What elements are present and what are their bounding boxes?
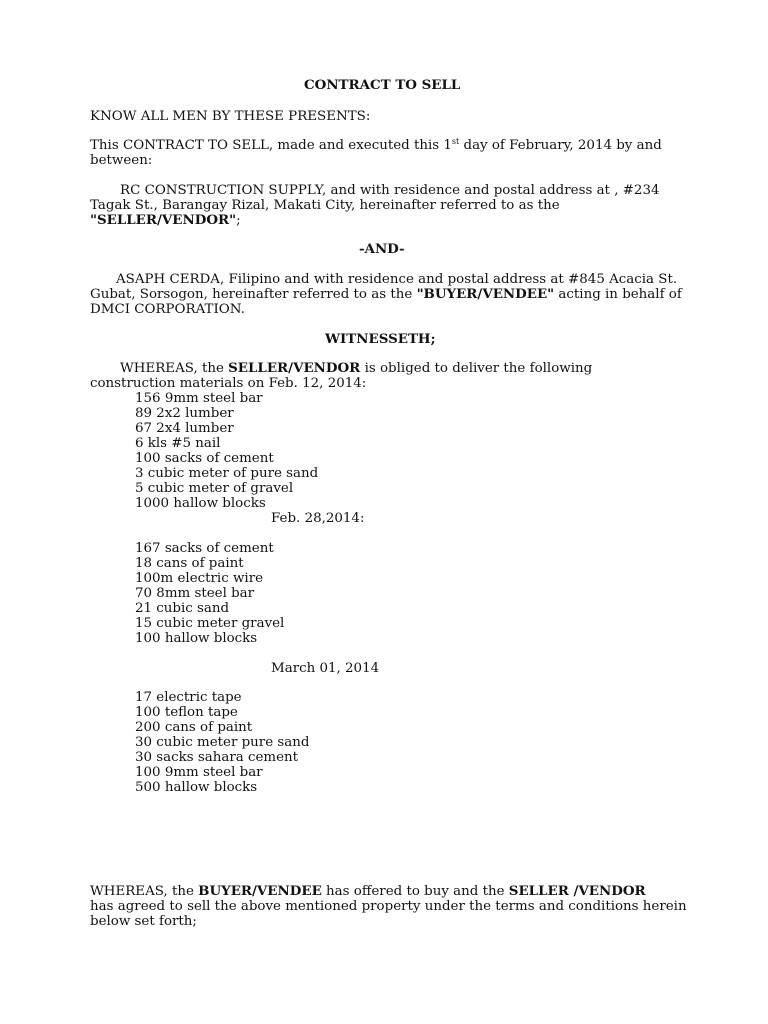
delivery-1-item: 67 2x4 lumber (135, 421, 234, 436)
delivery-3-item: 30 sacks sahara cement (135, 750, 299, 765)
buyer-line-3: DMCI CORPORATION. (90, 302, 245, 317)
delivery-1-item: 3 cubic meter of pure sand (135, 466, 319, 481)
buyer-line-1: ASAPH CERDA, Filipino and with residence and postal address at #845 Acacia St. (116, 272, 678, 287)
delivery-2-date: Feb. 28,2014: (271, 511, 365, 526)
delivery-2-item: 100 hallow blocks (135, 631, 258, 646)
opening-line: KNOW ALL MEN BY THESE PRESENTS: (90, 109, 371, 124)
delivery-3-item: 500 hallow blocks (135, 780, 258, 795)
witnesseth-heading: WITNESSETH; (325, 331, 436, 347)
delivery-3-date: March 01, 2014 (271, 661, 380, 676)
and-separator: -AND- (359, 241, 405, 257)
intro-text-cont: day of February, 2014 by and (459, 138, 662, 153)
seller-designation: "SELLER/VENDOR" (90, 212, 237, 228)
whereas-1-seller: SELLER/VENDOR (228, 360, 361, 376)
buyer-text: Gubat, Sorsogon, hereinafter referred to as the (90, 287, 417, 302)
contract-title: CONTRACT TO SELL (304, 77, 461, 93)
delivery-3-item: 100 9mm steel bar (135, 765, 263, 780)
delivery-3-item: 30 cubic meter pure sand (135, 735, 310, 750)
delivery-2-item: 70 8mm steel bar (135, 586, 255, 601)
ordinal-suffix: st (451, 137, 460, 146)
delivery-3-item: 17 electric tape (135, 690, 242, 705)
intro-text: This CONTRACT TO SELL, made and executed this 1 (90, 138, 452, 153)
buyer-text-cont: acting in behalf of (554, 287, 682, 302)
whereas-2-text: WHEREAS, the (90, 884, 199, 899)
whereas-1-text: WHEREAS, the (120, 361, 229, 376)
delivery-3-item: 100 teflon tape (135, 705, 238, 720)
seller-line-1: RC CONSTRUCTION SUPPLY, and with residence and postal address at , #234 (120, 183, 660, 198)
whereas-2-seller: SELLER /VENDOR (508, 883, 646, 899)
whereas-2-buyer: BUYER/VENDEE (198, 883, 322, 899)
seller-line-3 (90, 213, 241, 228)
seller-suffix: ; (236, 213, 241, 228)
whereas-2-line-1 (90, 884, 646, 899)
intro-line-2: between: (90, 153, 153, 168)
delivery-2-item: 15 cubic meter gravel (135, 616, 285, 631)
delivery-1-item: 100 sacks of cement (135, 451, 274, 466)
whereas-2-text-mid: has offered to buy and the (321, 884, 509, 899)
delivery-1-item: 6 kls #5 nail (135, 436, 221, 451)
intro-line-1 (90, 138, 662, 153)
whereas-2-line-2: has agreed to sell the above mentioned property under the terms and conditions herein (90, 899, 687, 914)
delivery-2-item: 100m electric wire (135, 571, 264, 586)
delivery-3-item: 200 cans of paint (135, 720, 253, 735)
delivery-1-item: 1000 hallow blocks (135, 496, 266, 511)
whereas-2-line-3: below set forth; (90, 914, 197, 929)
whereas-1-line-1 (120, 361, 592, 376)
buyer-designation: "BUYER/VENDEE" (416, 286, 555, 302)
delivery-1-item: 5 cubic meter of gravel (135, 481, 294, 496)
delivery-2-item: 167 sacks of cement (135, 541, 274, 556)
delivery-2-item: 21 cubic sand (135, 601, 230, 616)
buyer-line-2 (90, 287, 682, 302)
delivery-1-item: 89 2x2 lumber (135, 406, 234, 421)
whereas-1-text-cont: is obliged to deliver the following (360, 361, 593, 376)
delivery-2-item: 18 cans of paint (135, 556, 244, 571)
seller-line-2: Tagak St., Barangay Rizal, Makati City, hereinafter referred to as the (90, 198, 560, 213)
whereas-1-line-2: construction materials on Feb. 12, 2014: (90, 376, 367, 391)
delivery-1-item: 156 9mm steel bar (135, 391, 263, 406)
